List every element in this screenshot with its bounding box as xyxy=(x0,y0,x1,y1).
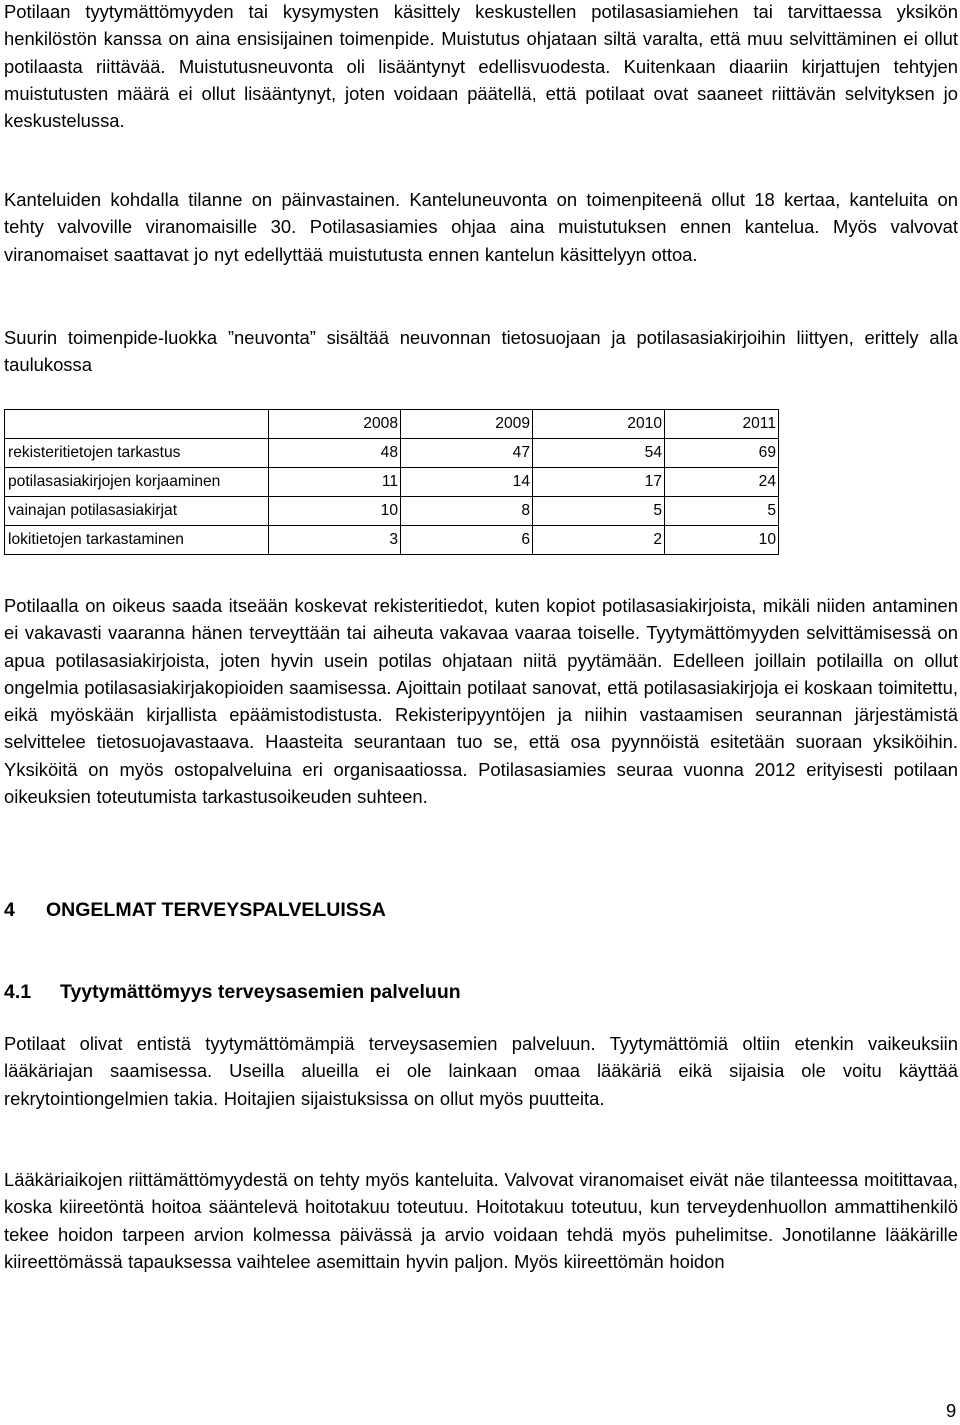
table-cell: 14 xyxy=(401,468,533,497)
table-cell: 54 xyxy=(533,439,665,468)
section-heading xyxy=(4,896,386,924)
table-cell: 47 xyxy=(401,439,533,468)
table-cell: 5 xyxy=(533,497,665,526)
table-header-cell: 2008 xyxy=(269,410,401,439)
table-cell: 8 xyxy=(401,497,533,526)
table-cell: 69 xyxy=(665,439,779,468)
table-cell: 10 xyxy=(665,526,779,555)
subsection-heading xyxy=(4,978,461,1006)
table-row xyxy=(5,526,779,555)
subsection-title: Tyytymättömyys terveysasemien palveluun xyxy=(60,981,461,1003)
table-row-label: lokitietojen tarkastaminen xyxy=(5,526,269,555)
paragraph-complaints-reversed: Kanteluiden kohdalla tilanne on päinvastainen. Kanteluneuvonta on toimenpiteenä ollut 18 kertaa, kanteluita on tehty valvoville viranomaisille 30. Potilasasiamies ohjaa aina muistutuksen ennen kantelua. Myös valvovat viranomaiset saattavat jo nyt edellyttää muistutusta ennen kantelun käsittelyyn ottoa. xyxy=(4,189,958,265)
table-header-cell: 2009 xyxy=(401,410,533,439)
table-row xyxy=(5,468,779,497)
table-header-row xyxy=(5,410,779,439)
table-cell: 17 xyxy=(533,468,665,497)
table-row xyxy=(5,497,779,526)
table-cell: 48 xyxy=(269,439,401,468)
section-number: 4 xyxy=(4,899,15,921)
paragraph-table-intro: Suurin toimenpide-luokka ”neuvonta” sisältää neuvonnan tietosuojaan ja potilasasiakirjoihin liittyen, erittely alla taulukossa xyxy=(4,327,958,376)
table-cell: 11 xyxy=(269,468,401,497)
table-row-label: potilasasiakirjojen korjaaminen xyxy=(5,468,269,497)
table-row xyxy=(5,439,779,468)
table-cell: 6 xyxy=(401,526,533,555)
paragraph-health-center-dissatisfaction: Potilaat olivat entistä tyytymättömämpiä terveysasemien palveluun. Tyytymättömiä oltiin etenkin vaikeuksiin lääkäriajan saamisessa. Useilla alueilla ei ole lainkaan omaa lääkäriä eikä sijaisia ole voitu käyttää rekrytointiongelmien takia. Hoitajien sijaistuksissa on ollut myös puutteita. xyxy=(4,1033,958,1109)
table-header-cell xyxy=(5,410,269,439)
paragraph-complaint-handling: Potilaan tyytymättömyyden tai kysymysten käsittely keskustellen potilasasiamiehen tai tarvittaessa yksikön henkilöstön kanssa on aina ensisijainen toimenpide. Muistutus ohjataan siltä varalta, että muu selvittäminen ei ollut potilaasta riittävää. Muistutusneuvonta oli lisääntynyt edellisvuodesta. Kuitenkaan diaariin kirjattujen tehtyjen muistutusten määrä ei ollut lisääntynyt, joten voidaan päätellä, että potilaat ovat saaneet riittävän selvityksen jo keskustelussa. xyxy=(4,1,958,132)
advice-statistics-table xyxy=(4,409,779,555)
paragraph-patient-records-rights: Potilaalla on oikeus saada itseään koskevat rekisteritiedot, kuten kopiot potilasasiakirjoista, mikäli niiden antaminen ei vakavasti vaaranna hänen terveyttään tai aiheuta vakavaa vaaraa toiselle. Tyytymättömyyden selvittämisessä on apua potilasasiakirjoista, joten hyvin usein potilas ohjataan niitä pyytämään. Edelleen joillain potilailla on ollut ongelmia potilasasiakirjakopioiden saamisessa. Ajoittain potilaat sanovat, että potilasasiakirjoja ei koskaan toimitettu, eikä myöskään kirjallista epäämistodistusta. Rekisteripyyntöjen ja niihin vastaamisen seurannan järjestämistä selvittelee tietosuojavastaava. Haasteita seurantaan tuo se, että osa pyynnöistä esitetään suoraan yksiköihin. Yksiköitä on myös ostopalveluina eri organisaatiossa. Potilasasiamies seuraa vuonna 2012 erityisesti potilaan oikeuksien toteutumista tarkastusoikeuden suhteen. xyxy=(4,595,958,808)
table-header-cell: 2010 xyxy=(533,410,665,439)
table-row-label: rekisteritietojen tarkastus xyxy=(5,439,269,468)
table-cell: 2 xyxy=(533,526,665,555)
paragraph-doctor-appointments: Lääkäriaikojen riittämättömyydestä on tehty myös kanteluita. Valvovat viranomaiset eivät näe tilanteessa moitittavaa, koska kiireetöntä hoitoa sääntelevä hoitotakuu toteutuu. Hoitotakuu toteutuu, kun terveydenhuollon ammattihenkilö tekee hoidon tarpeen arvion kolmessa päivässä ja arvio voidaan tehdä myös puhelimitse. Jonotilanne lääkärille kiireettömässä tapauksessa vaihtelee asemittain hyvin paljon. Myös kiireettömän hoidon xyxy=(4,1169,958,1272)
table-cell: 10 xyxy=(269,497,401,526)
subsection-number: 4.1 xyxy=(4,981,32,1003)
table-header-cell: 2011 xyxy=(665,410,779,439)
table-row-label: vainajan potilasasiakirjat xyxy=(5,497,269,526)
table-cell: 24 xyxy=(665,468,779,497)
table-cell: 5 xyxy=(665,497,779,526)
section-title: ONGELMAT TERVEYSPALVELUISSA xyxy=(46,899,386,921)
table-cell: 3 xyxy=(269,526,401,555)
page-number: 9 xyxy=(946,1400,957,1421)
